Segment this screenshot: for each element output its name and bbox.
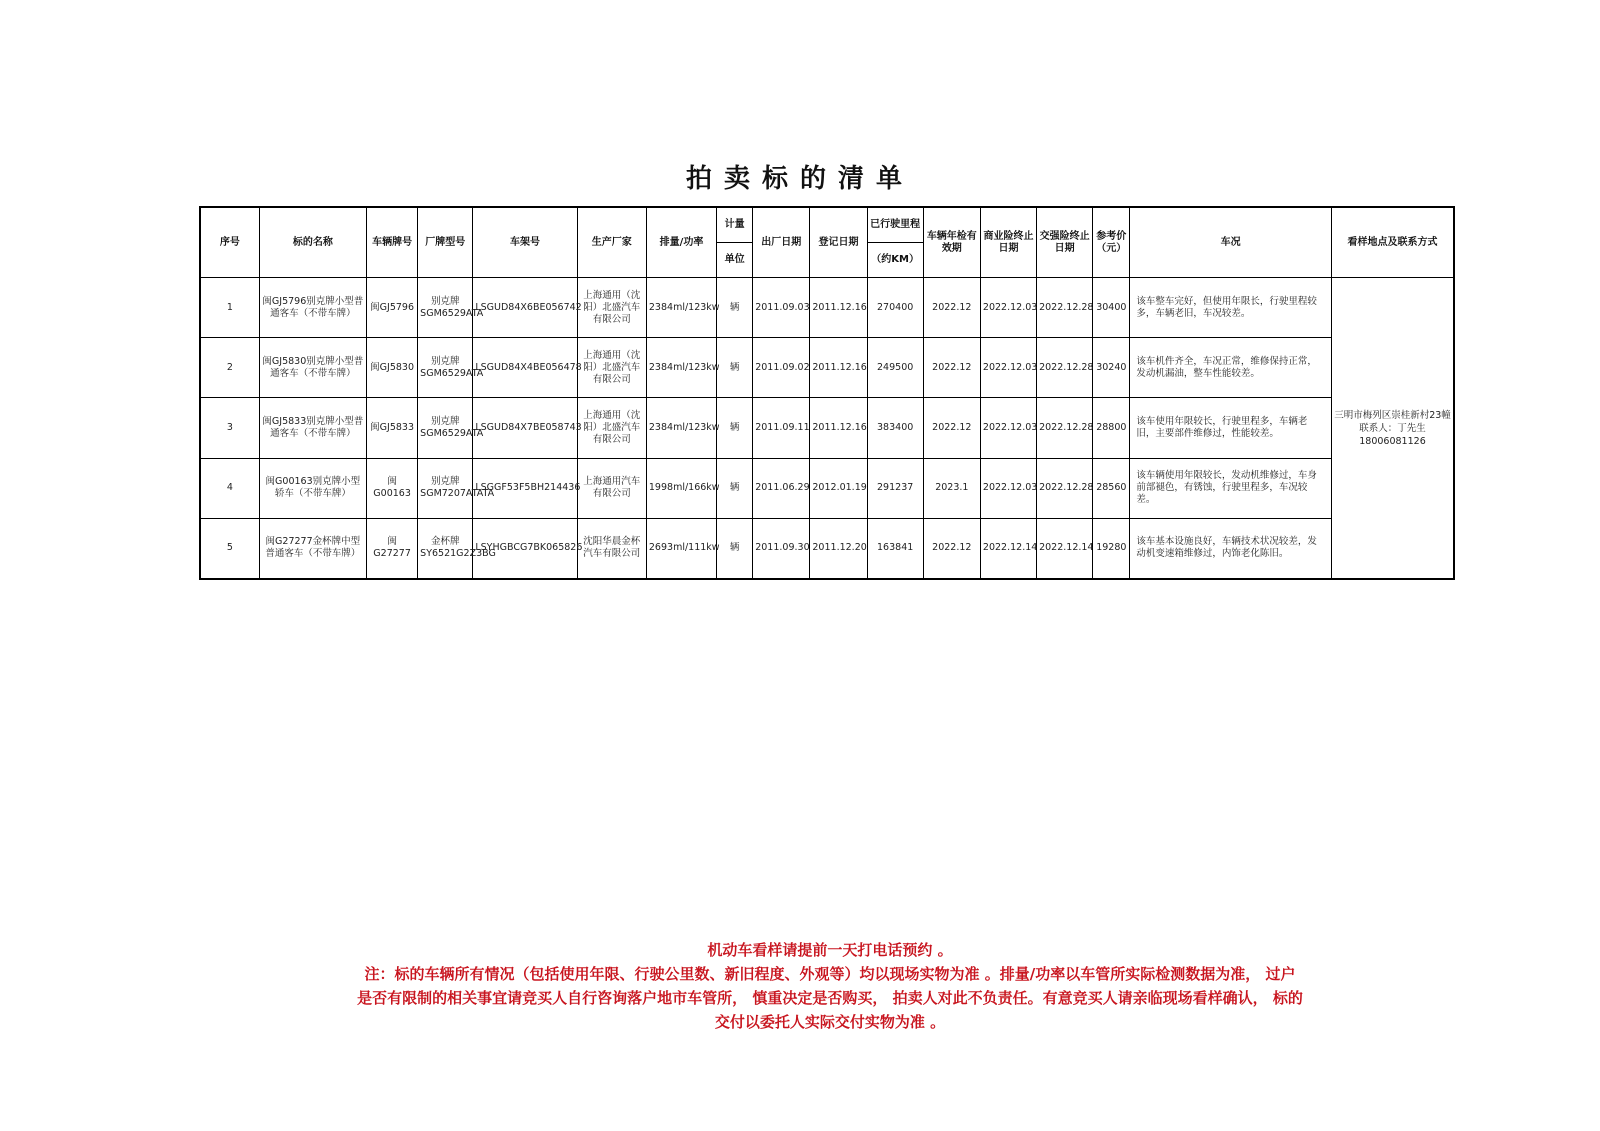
location-phone: 18006081126 xyxy=(1359,435,1426,447)
location-contact-person: 联系人：丁先生 xyxy=(1359,422,1426,434)
cell-displacement: 2384ml/123kw xyxy=(646,338,716,398)
cell-condition: 该车使用年限较长，行驶里程多，车辆老旧，主要部件维修过，性能较差。 xyxy=(1130,398,1332,458)
cell-reg-date: 2011.12.20 xyxy=(810,518,867,579)
cell-mileage: 249500 xyxy=(867,338,923,398)
cell-model: 金杯牌SY6521G2Z3BG xyxy=(418,518,473,579)
cell-mileage: 383400 xyxy=(867,398,923,458)
cell-condition: 该车整车完好，但使用年限长，行驶里程较多，车辆老旧，车况较差。 xyxy=(1130,278,1332,338)
cell-price: 28560 xyxy=(1093,458,1130,518)
header-compulsory: 交强险终止日期 xyxy=(1037,207,1093,278)
cell-inspection: 2022.12 xyxy=(923,518,980,579)
header-displacement: 排量/功率 xyxy=(646,207,716,278)
cell-inspection: 2022.12 xyxy=(923,398,980,458)
cell-factory-date: 2011.09.11 xyxy=(753,398,810,458)
cell-compulsory: 2022.12.28 xyxy=(1037,398,1093,458)
header-reg-date: 登记日期 xyxy=(810,207,867,278)
cell-commercial: 2022.12.03 xyxy=(980,398,1036,458)
notice-appointment: 机动车看样请提前一天打电话预约 。 xyxy=(707,941,953,959)
table-row xyxy=(200,398,1454,458)
cell-name: 闽G27277金杯牌中型普通客车（不带车牌） xyxy=(259,518,366,579)
cell-maker: 上海通用（沈阳）北盛汽车有限公司 xyxy=(577,338,646,398)
cell-reg-date: 2011.12.16 xyxy=(810,278,867,338)
cell-mileage: 163841 xyxy=(867,518,923,579)
cell-factory-date: 2011.09.02 xyxy=(753,338,810,398)
cell-factory-date: 2011.09.03 xyxy=(753,278,810,338)
cell-unit: 辆 xyxy=(717,338,753,398)
cell-mileage: 270400 xyxy=(867,278,923,338)
cell-price: 30240 xyxy=(1093,338,1130,398)
cell-plate: 闽G00163 xyxy=(367,458,418,518)
header-maker: 生产厂家 xyxy=(577,207,646,278)
header-factory-date: 出厂日期 xyxy=(753,207,810,278)
cell-commercial: 2022.12.03 xyxy=(980,338,1036,398)
cell-model: 别克牌SGM7207ATATA xyxy=(418,458,473,518)
header-model: 厂牌型号 xyxy=(418,207,473,278)
header-commercial: 商业险终止日期 xyxy=(980,207,1036,278)
cell-unit: 辆 xyxy=(717,458,753,518)
cell-compulsory: 2022.12.28 xyxy=(1037,338,1093,398)
header-measure: 计量 xyxy=(717,207,753,243)
cell-inspection: 2022.12 xyxy=(923,278,980,338)
cell-unit: 辆 xyxy=(717,398,753,458)
table-row xyxy=(200,458,1454,518)
cell-plate: 闽GJ5830 xyxy=(367,338,418,398)
cell-displacement: 2384ml/123kw xyxy=(646,398,716,458)
cell-condition: 该车基本设施良好，车辆技术状况较差，发动机变速箱维修过，内饰老化陈旧。 xyxy=(1130,518,1332,579)
cell-plate: 闽GJ5833 xyxy=(367,398,418,458)
table-row xyxy=(200,338,1454,398)
cell-vin: LSYHGBCG7BK065826 xyxy=(473,518,577,579)
cell-maker: 沈阳华晨金杯汽车有限公司 xyxy=(577,518,646,579)
cell-plate: 闽G27277 xyxy=(367,518,418,579)
header-condition: 车况 xyxy=(1130,207,1332,278)
cell-name: 闽G00163别克牌小型轿车（不带车牌） xyxy=(259,458,366,518)
header-unit: 单位 xyxy=(717,243,753,278)
notice-block xyxy=(230,938,1430,1034)
cell-model: 别克牌SGM6529ATA xyxy=(418,338,473,398)
cell-vin: LSGUD84X7BE058743 xyxy=(473,398,577,458)
cell-compulsory: 2022.12.14 xyxy=(1037,518,1093,579)
cell-seq: 3 xyxy=(200,398,259,458)
header-inspection: 车辆年检有效期 xyxy=(923,207,980,278)
cell-seq: 4 xyxy=(200,458,259,518)
cell-name: 闽GJ5796别克牌小型普通客车（不带车牌） xyxy=(259,278,366,338)
cell-price: 30400 xyxy=(1093,278,1130,338)
cell-compulsory: 2022.12.28 xyxy=(1037,278,1093,338)
cell-location-contact xyxy=(1332,278,1455,580)
cell-displacement: 2693ml/111kw xyxy=(646,518,716,579)
header-seq: 序号 xyxy=(200,207,259,278)
cell-maker: 上海通用汽车有限公司 xyxy=(577,458,646,518)
cell-reg-date: 2011.12.16 xyxy=(810,338,867,398)
location-address: 三明市梅列区崇桂新村23幢 xyxy=(1334,409,1451,421)
cell-condition: 该车辆使用年限较长，发动机维修过，车身前部褪色，有锈蚀，行驶里程多，车况较差。 xyxy=(1130,458,1332,518)
cell-seq: 2 xyxy=(200,338,259,398)
header-plate: 车辆牌号 xyxy=(367,207,418,278)
cell-vin: LSGUD84X4BE056478 xyxy=(473,338,577,398)
cell-maker: 上海通用（沈阳）北盛汽车有限公司 xyxy=(577,278,646,338)
cell-maker: 上海通用（沈阳）北盛汽车有限公司 xyxy=(577,398,646,458)
cell-name: 闽GJ5830别克牌小型普通客车（不带车牌） xyxy=(259,338,366,398)
cell-unit: 辆 xyxy=(717,278,753,338)
header-vin: 车架号 xyxy=(473,207,577,278)
cell-vin: LSGUD84X6BE056742 xyxy=(473,278,577,338)
cell-price: 28800 xyxy=(1093,398,1130,458)
cell-seq: 5 xyxy=(200,518,259,579)
header-location: 看样地点及联系方式 xyxy=(1332,207,1455,278)
notice-line-3: 交付以委托人实际交付实物为准 。 xyxy=(714,1013,946,1031)
cell-compulsory: 2022.12.28 xyxy=(1037,458,1093,518)
notice-line-1: 注：标的车辆所有情况（包括使用年限、行驶公里数、新旧程度、外观等）均以现场实物为准 。排量/功率以车管所实际检测数据为准， 过户 xyxy=(364,965,1296,983)
cell-name: 闽GJ5833别克牌小型普通客车（不带车牌） xyxy=(259,398,366,458)
cell-commercial: 2022.12.03 xyxy=(980,278,1036,338)
cell-price: 19280 xyxy=(1093,518,1130,579)
header-mileage: 已行驶里程 xyxy=(867,207,923,243)
table-row xyxy=(200,518,1454,579)
cell-plate: 闽GJ5796 xyxy=(367,278,418,338)
cell-mileage: 291237 xyxy=(867,458,923,518)
cell-reg-date: 2011.12.16 xyxy=(810,398,867,458)
cell-seq: 1 xyxy=(200,278,259,338)
cell-commercial: 2022.12.14 xyxy=(980,518,1036,579)
cell-inspection: 2023.1 xyxy=(923,458,980,518)
header-mileage-unit: （约KM） xyxy=(867,243,923,278)
cell-commercial: 2022.12.03 xyxy=(980,458,1036,518)
cell-factory-date: 2011.06.29 xyxy=(753,458,810,518)
cell-displacement: 2384ml/123kw xyxy=(646,278,716,338)
header-name: 标的名称 xyxy=(259,207,366,278)
table-row xyxy=(200,278,1454,338)
page-title: 拍卖标的清单 xyxy=(685,164,914,194)
auction-item-table xyxy=(199,206,1455,580)
notice-line-2: 是否有限制的相关事宜请竞买人自行咨询落户地市车管所， 慎重决定是否购买， 拍卖人对此不负责任。有意竞买人请亲临现场看样确认， 标的 xyxy=(357,989,1303,1007)
cell-displacement: 1998ml/166kw xyxy=(646,458,716,518)
cell-model: 别克牌SGM6529ATA xyxy=(418,278,473,338)
header-price: 参考价（元） xyxy=(1093,207,1130,278)
cell-factory-date: 2011.09.30 xyxy=(753,518,810,579)
cell-reg-date: 2012.01.19 xyxy=(810,458,867,518)
cell-model: 别克牌SGM6529ATA xyxy=(418,398,473,458)
cell-unit: 辆 xyxy=(717,518,753,579)
cell-inspection: 2022.12 xyxy=(923,338,980,398)
cell-vin: LSGGF53F5BH214436 xyxy=(473,458,577,518)
cell-condition: 该车机件齐全，车况正常，维修保持正常，发动机漏油，整车性能较差。 xyxy=(1130,338,1332,398)
